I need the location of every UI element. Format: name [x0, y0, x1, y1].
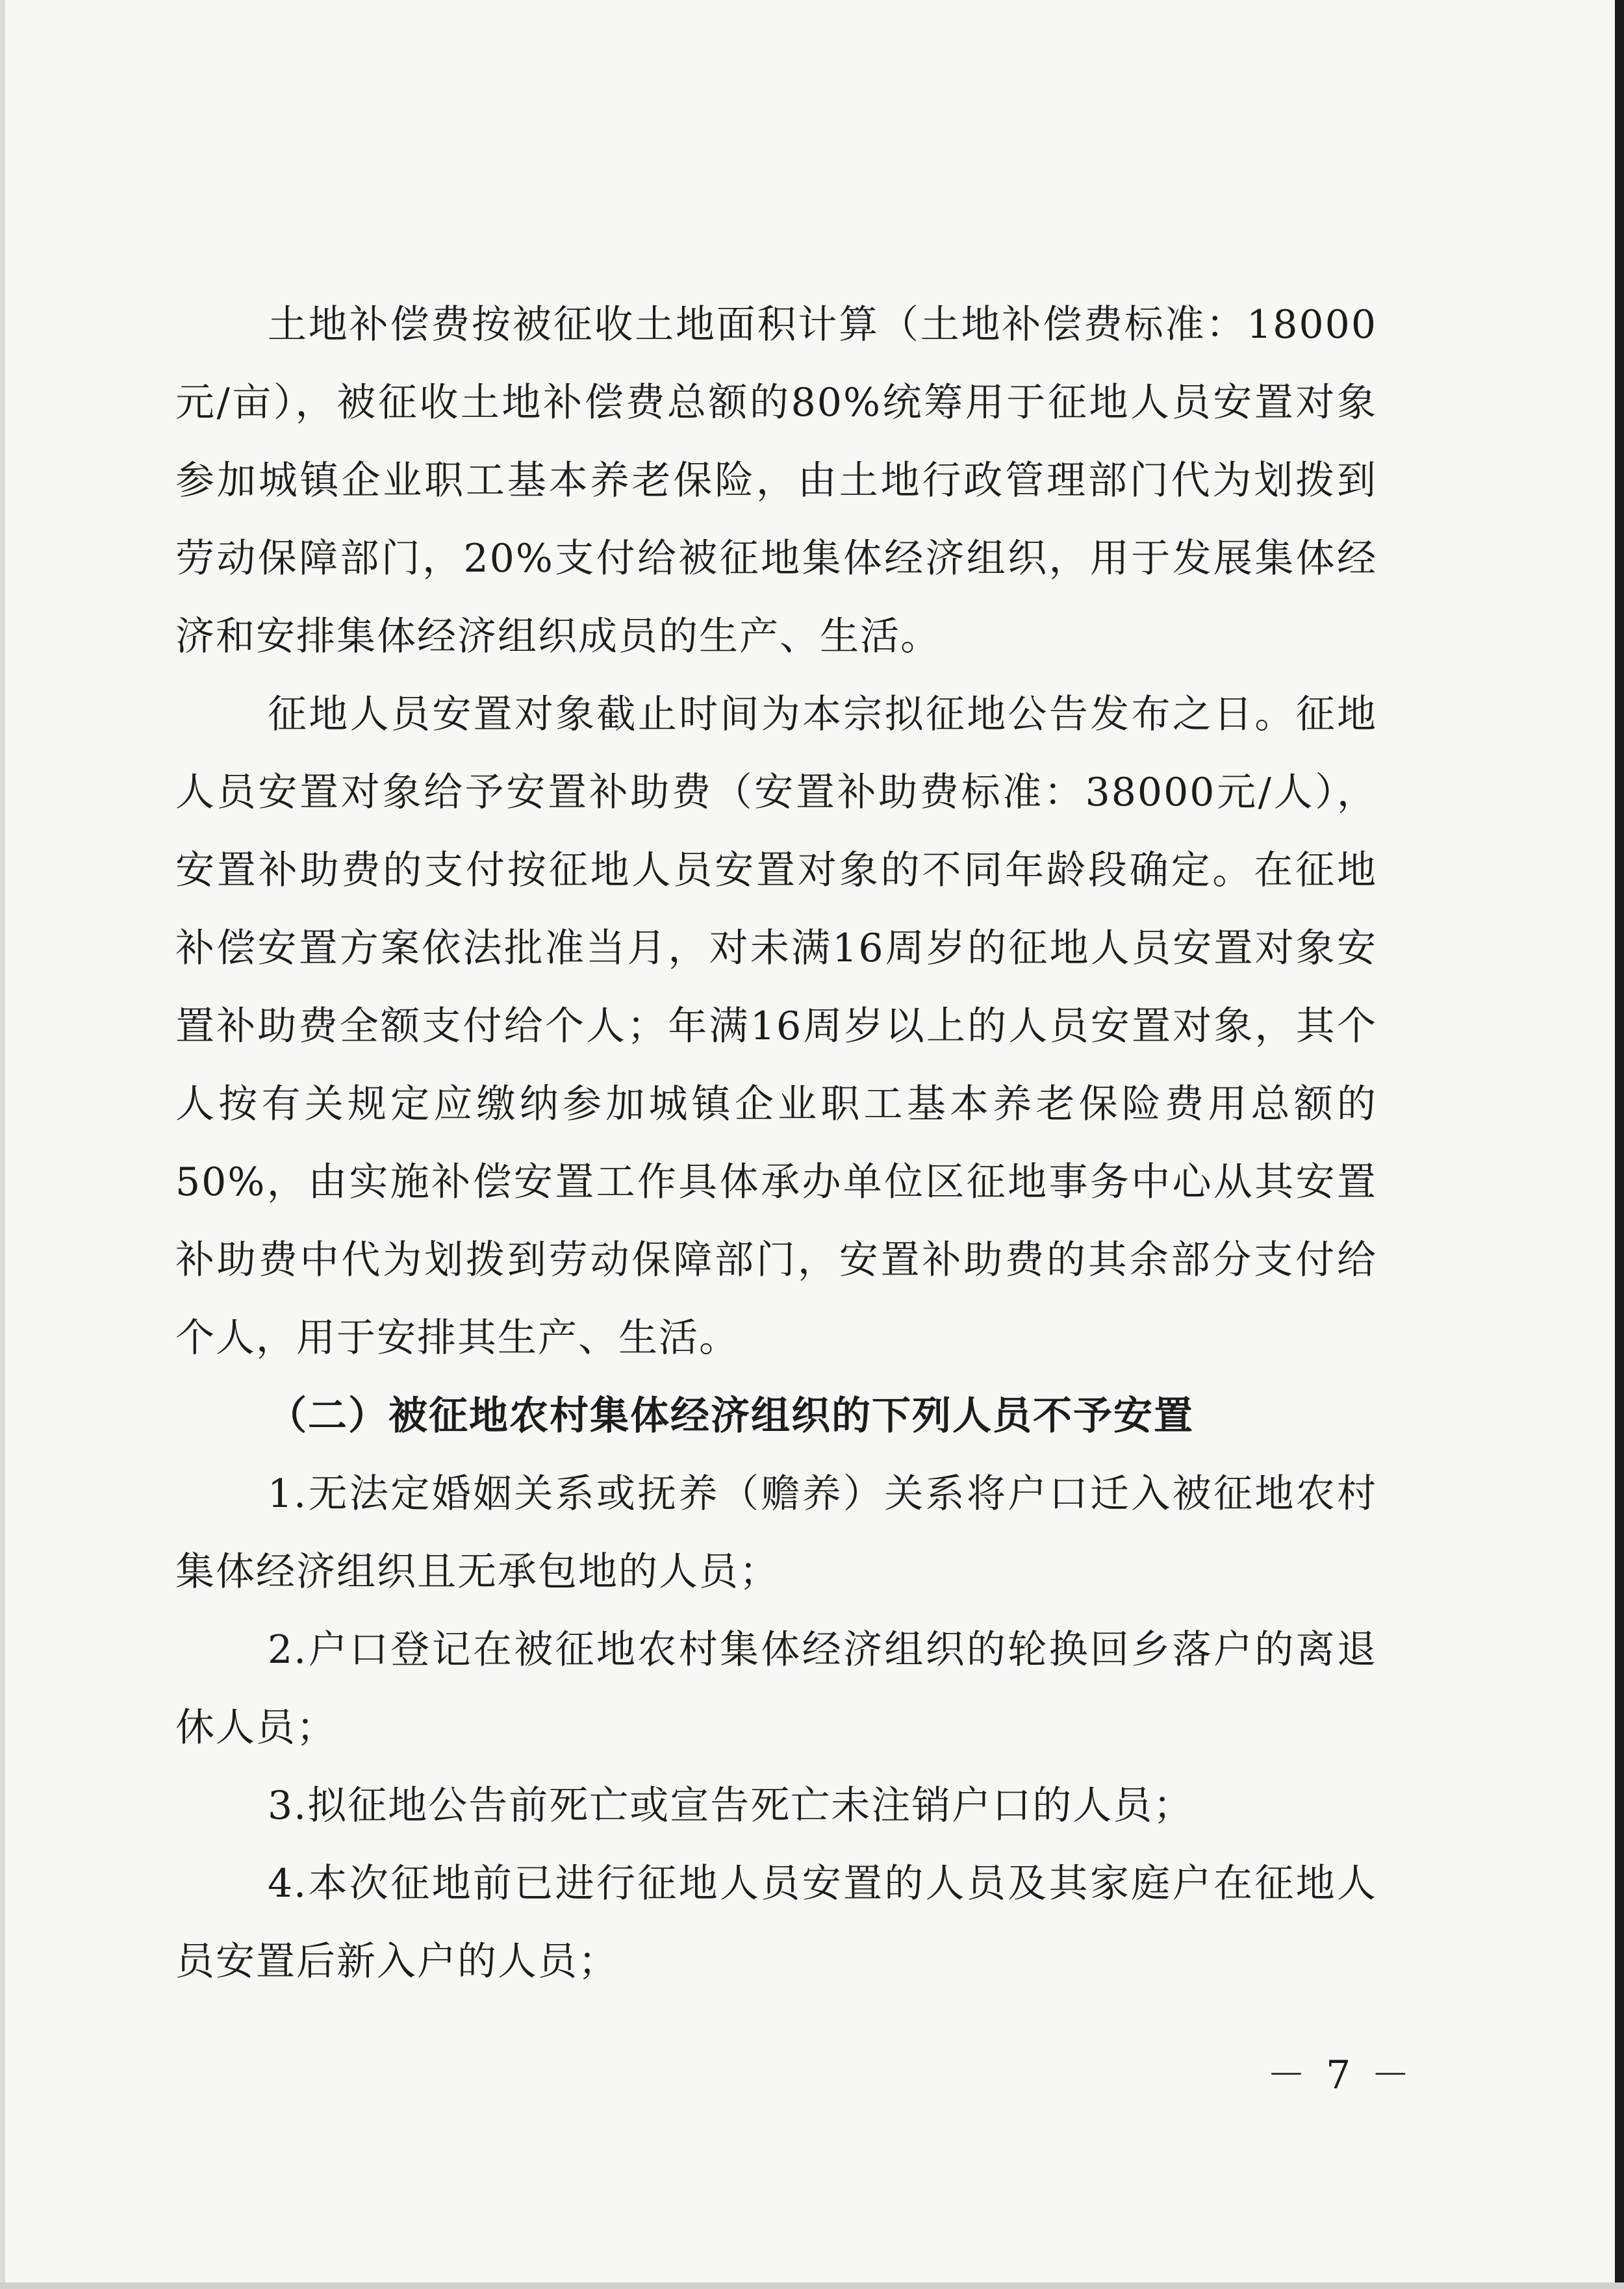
section-heading: （二）被征地农村集体经济组织的下列人员不予安置 — [268, 1393, 1194, 1439]
paragraph-resettlement-subsidy: 征地人员安置对象截止时间为本宗拟征地公告发布之日。征地人员安置对象给予安置补助费（安置补助费标准：38000元/人），安置补助费的支付按征地人员安置对象的不同年龄段确定。在征地补偿安置方案依法批准当月，对未满16周岁的征地人员安置对象安置补助费全额支付给个人；年满16周岁以上的人员安置对象，其个人按有关规定应缴纳参加城镇企业职工基本养老保险费用总额的50%，由实施补偿安置工作具体承办单位区征地事务中心从其安置补助费中代为划拨到劳动保障部门，安置补助费的其余部分支付给个人，用于安排其生产、生活。 — [175, 692, 1377, 1361]
list-item: 2.户口登记在被征地农村集体经济组织的轮换回乡落户的离退休人员； — [175, 1627, 1377, 1751]
page-number: － 7 － — [1267, 2053, 1414, 2098]
paragraph-land-compensation: 土地补偿费按被征收土地面积计算（土地补偿费标准：18000元/亩），被征收土地补偿费总额的80%统筹用于征地人员安置对象参加城镇企业职工基本养老保险，由土地行政管理部门代为划拨到劳动保障部门，20%支付给被征地集体经济组织，用于发展集体经济和安排集体经济组织成员的生产、生活。 — [175, 302, 1377, 659]
list-item: 3.拟征地公告前死亡或宣告死亡未注销户口的人员； — [268, 1783, 1194, 1828]
scan-bottom-edge — [0, 2283, 1624, 2289]
scan-right-edge — [1615, 0, 1624, 2289]
list-item: 4.本次征地前已进行征地人员安置的人员及其家庭户在征地人员安置后新入户的人员； — [175, 1861, 1377, 1984]
scan-left-edge — [0, 0, 5, 2289]
document-body — [175, 286, 1377, 2001]
list-item: 1.无法定婚姻关系或抚养（赡养）关系将户口迁入被征地农村集体经济组织且无承包地的人员； — [175, 1471, 1377, 1595]
